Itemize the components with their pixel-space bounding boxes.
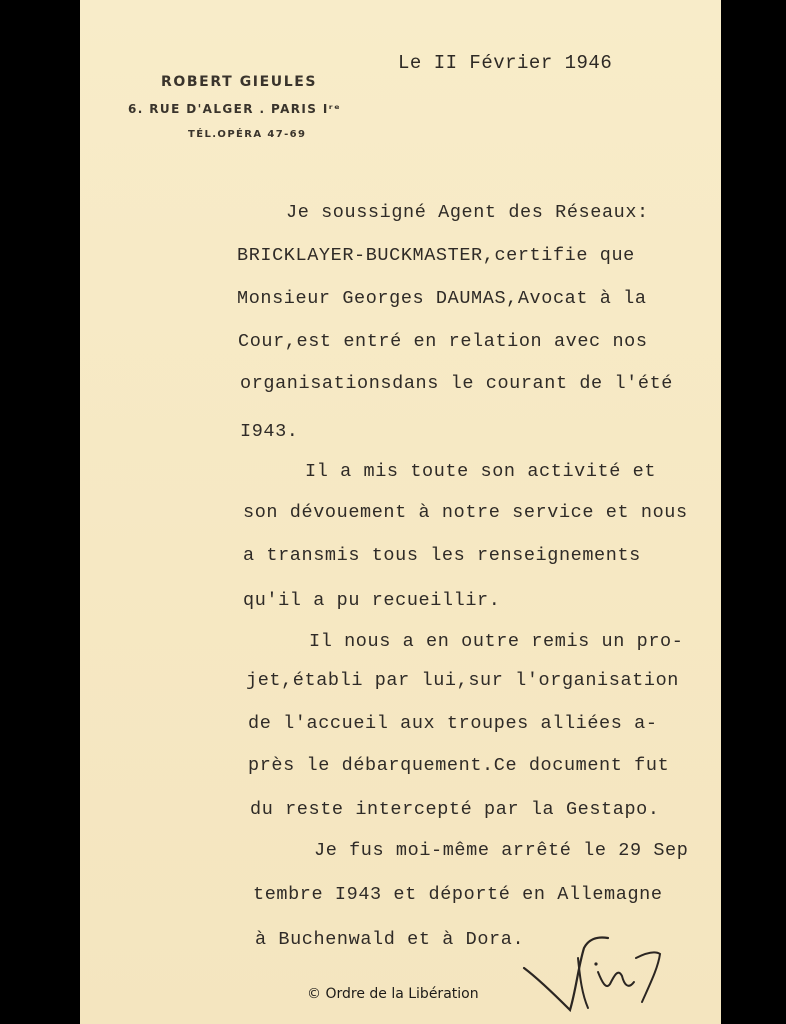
body-line: Il nous a en outre remis un pro- (309, 631, 684, 652)
letter-page (80, 0, 721, 1024)
letter-body (80, 0, 721, 1024)
body-line: I943. (240, 421, 299, 442)
body-line: de l'accueil aux troupes alliées a- (248, 713, 658, 734)
body-line: Monsieur Georges DAUMAS,Avocat à la (237, 288, 647, 309)
body-line: du reste intercepté par la Gestapo. (250, 799, 660, 820)
body-line: Je soussigné Agent des Réseaux: (286, 202, 649, 223)
body-line: à Buchenwald et à Dora. (255, 929, 525, 950)
body-line: jet,établi par lui,sur l'organisation (246, 670, 679, 691)
body-line: BRICKLAYER-BUCKMASTER,certifie que (237, 245, 635, 266)
body-line: organisationsdans le courant de l'été (240, 373, 673, 394)
body-line: près le débarquement.Ce document fut (248, 755, 670, 776)
handwritten-signature (518, 928, 678, 1018)
body-line: a transmis tous les renseignements (243, 545, 641, 566)
body-line: Je fus moi-même arrêté le 29 Sep (314, 840, 689, 861)
body-line: Il a mis toute son activité et (305, 461, 657, 482)
copyright-credit: © Ordre de la Libération (307, 986, 479, 1002)
body-line: qu'il a pu recueillir. (243, 590, 501, 611)
body-line: Cour,est entré en relation avec nos (238, 331, 648, 352)
letter-date: Le II Février 1946 (398, 52, 613, 74)
body-line: son dévouement à notre service et nous (243, 502, 688, 523)
letterhead-address: 6. RUE D'ALGER . PARIS Iʳᵉ (128, 102, 342, 116)
letterhead-name: ROBERT GIEULES (161, 74, 318, 90)
body-line: tembre I943 et déporté en Allemagne (253, 884, 663, 905)
letterhead-phone: TÉL.OPÉRA 47-69 (188, 129, 307, 140)
